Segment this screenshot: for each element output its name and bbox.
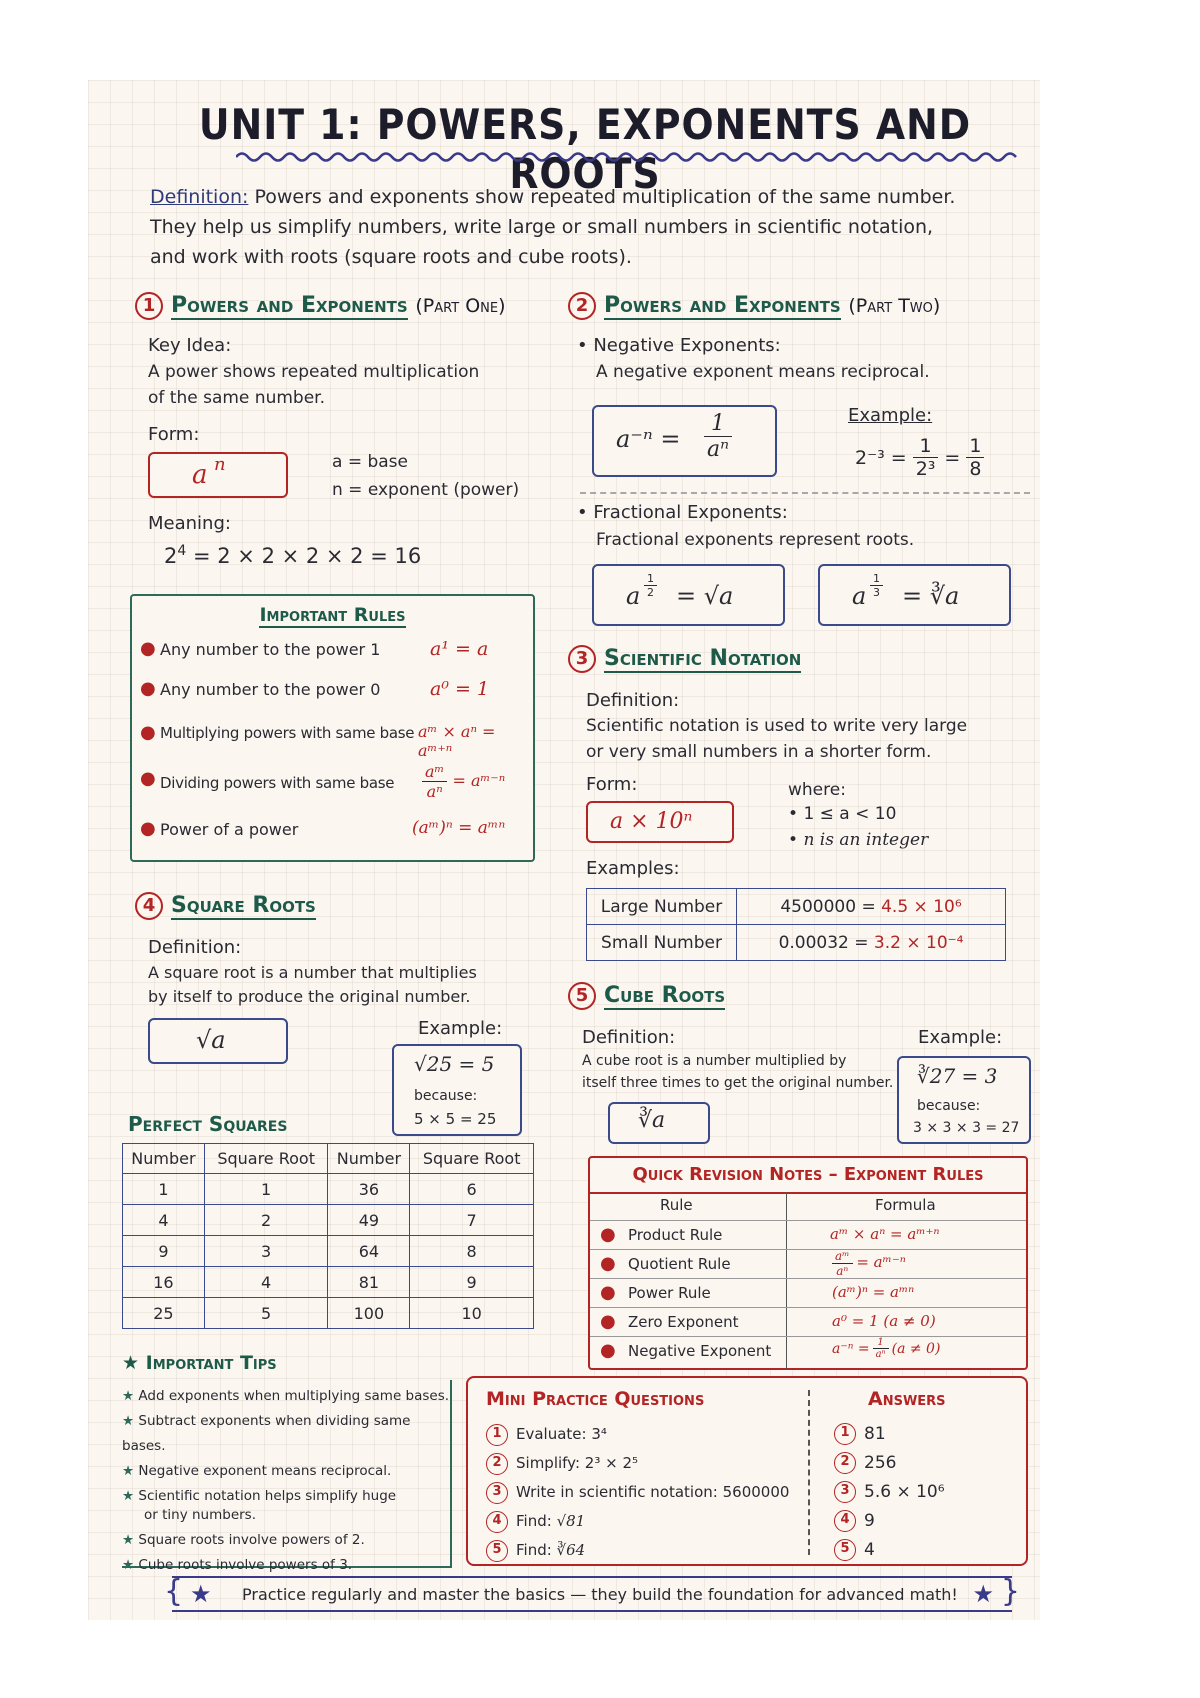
form-label: Form:: [148, 424, 200, 445]
sqrt-form-box: √a: [148, 1018, 288, 1064]
tip-item: ★ Cube roots involve powers of 3.: [122, 1557, 353, 1573]
star-icon: ★: [122, 1413, 135, 1429]
practice-box: [466, 1376, 1028, 1566]
sqrt-definition-label: Definition:: [148, 937, 242, 958]
section2-number: 2: [568, 292, 596, 320]
cbrt-example-box: ∛27 = 3 because: 3 × 3 × 3 = 27: [897, 1056, 1031, 1144]
meaning-label: Meaning:: [148, 513, 231, 534]
meaning-exponent: 4: [177, 543, 187, 559]
section3-heading: [568, 645, 801, 673]
section2-divider: [580, 492, 1030, 494]
tip-item: ★ Square roots involve powers of 2.: [122, 1532, 365, 1548]
section4-heading: [135, 892, 316, 920]
power-form-base: a: [192, 460, 208, 490]
definition-line2: They help us simplify numbers, write large or small numbers in scientific notation,: [150, 216, 934, 238]
table-header-row: [123, 1144, 534, 1174]
sci-definition-line2: or very small numbers in a shorter form.: [586, 742, 932, 762]
fractional-exponents-desc: Fractional exponents represent roots.: [596, 530, 915, 550]
sqrt-definition-line2: by itself to produce the original number.: [148, 987, 471, 1006]
section1-title: Powers and Exponents: [171, 293, 408, 318]
section1-heading: [135, 292, 506, 320]
cbrt-form-box: ∛a: [608, 1102, 710, 1144]
practice-divider: [808, 1390, 810, 1555]
sci-form-label: Form:: [586, 774, 638, 795]
revision-rows: [590, 1220, 1026, 1366]
definition-line3: and work with roots (square roots and cube roots).: [150, 246, 632, 268]
star-icon: ★: [122, 1463, 135, 1479]
star-icon: ★: [122, 1488, 135, 1504]
rule-text: Any number to the power 1: [160, 640, 381, 659]
tip-item: ★ Subtract exponents when dividing same bases.: [122, 1413, 411, 1454]
table-cell: 4500000 = 4.5 × 10⁶: [737, 889, 1006, 925]
section3-title: Scientific Notation: [604, 646, 802, 671]
bullet-icon: ●: [140, 768, 156, 789]
star-icon: ★: [122, 1352, 140, 1374]
definition-line1: Powers and exponents show repeated multiplication of the same number.: [254, 186, 956, 208]
section4-number: 4: [135, 892, 163, 920]
answer-item: 2 256: [834, 1449, 945, 1478]
section5-heading: [568, 982, 725, 1010]
where-condition1: • 1 ≤ a < 10: [788, 804, 897, 824]
rule-item: [140, 762, 525, 818]
sci-definition-label: Definition:: [586, 690, 680, 711]
negative-exponent-form: a⁻ⁿ = $\frac{1}{\text{aⁿ}}$: [592, 405, 777, 477]
section2-heading: [568, 292, 940, 320]
negative-exponents-label: • Negative Exponents:: [577, 335, 781, 356]
perfect-squares-table: [122, 1143, 534, 1329]
rule-formula: aᵐ × aⁿ = aᵐ⁺ⁿ: [418, 722, 496, 760]
power-form-exponent: n: [214, 454, 226, 475]
column-header-formula: Formula: [875, 1196, 936, 1214]
column-header-rule: Rule: [660, 1196, 693, 1214]
table-row: [587, 925, 1006, 961]
question-item: 2 Simplify: 2³ × 2⁵: [486, 1449, 789, 1478]
table-row: 1 1 36 6: [123, 1174, 534, 1205]
star-icon: ★: [122, 1557, 135, 1573]
meaning-rest: = 2 × 2 × 2 × 2 = 16: [192, 544, 422, 568]
negative-example-label: Example:: [848, 405, 933, 426]
sci-form-box: a × 10ⁿ: [586, 801, 734, 843]
table-row: 4 2 49 7: [123, 1205, 534, 1236]
answer-item: 5 4: [834, 1536, 945, 1565]
base-definition: a = base: [332, 452, 408, 472]
question-item: 1 Evaluate: 3⁴: [486, 1420, 789, 1449]
table-row: 16 4 81 9: [123, 1267, 534, 1298]
column-header: Square Root: [410, 1144, 534, 1174]
table-cell: Large Number: [587, 889, 737, 925]
practice-title: Mini Practice Questions: [486, 1388, 705, 1410]
where-label: where:: [788, 780, 846, 800]
column-header: Square Root: [204, 1144, 328, 1174]
exponent-definition: n = exponent (power): [332, 480, 520, 500]
rule-formula: $\frac{\text{aᵐ}}{\text{aⁿ}}$ = aᵐ⁻ⁿ: [422, 762, 505, 801]
cbrt-definition-line2: itself three times to get the original number.: [582, 1075, 894, 1091]
definition-block: [150, 182, 1020, 272]
rule-text: Multiplying powers with same base: [160, 724, 415, 742]
sci-examples-label: Examples:: [586, 858, 680, 879]
sci-definition-line1: Scientific notation is used to write very large: [586, 716, 968, 736]
table-cell: 0.00032 = 3.2 × 10⁻⁴: [737, 925, 1006, 961]
definition-label: Definition:: [150, 186, 249, 208]
bullet-icon: ●: [140, 722, 156, 743]
bullet-icon: ●: [140, 818, 156, 839]
important-tips-title: Important Tips: [145, 1352, 277, 1374]
rule-text: Dividing powers with same base: [160, 774, 395, 792]
question-item: 5 Find: ∛64: [486, 1536, 789, 1565]
title-underline: [236, 150, 1026, 164]
section5-number: 5: [568, 982, 596, 1010]
cbrt-definition-label: Definition:: [582, 1027, 676, 1048]
where-condition2: • n is an integer: [788, 830, 929, 850]
table-cell: Small Number: [587, 925, 737, 961]
square-root-exponent-form: a $\frac{1}{2}$ = √a: [592, 564, 785, 626]
section4-title: Square Roots: [171, 893, 316, 918]
table-row: 9 3 64 8: [123, 1236, 534, 1267]
brace-right-icon: }: [1000, 1574, 1020, 1609]
important-tips-heading: [122, 1352, 277, 1374]
section1-part: (Part One): [415, 295, 506, 317]
rule-text: Any number to the power 0: [160, 680, 381, 699]
tip-item: ★ Negative exponent means reciprocal.: [122, 1463, 392, 1479]
section2-title: Powers and Exponents: [604, 293, 841, 318]
meaning-expression: [164, 543, 421, 568]
answers-list: [834, 1420, 945, 1565]
question-item: 4 Find: √81: [486, 1507, 789, 1536]
negative-exponents-desc: A negative exponent means reciprocal.: [596, 362, 930, 382]
rule-item: [140, 638, 525, 678]
cube-root-exponent-form: a $\frac{1}{3}$ = ∛a: [818, 564, 1011, 626]
practice-questions: [486, 1420, 789, 1565]
sci-examples-table: [586, 888, 1006, 961]
answer-item: 3 5.6 × 10⁶: [834, 1478, 945, 1507]
tip-item: ★ Add exponents when multiplying same bases.: [122, 1388, 450, 1404]
answer-item: 1 81: [834, 1420, 945, 1449]
important-rules-title: Important Rules: [259, 604, 406, 626]
key-idea-line2: of the same number.: [148, 388, 325, 408]
quick-revision-box: [588, 1156, 1028, 1370]
section3-number: 3: [568, 645, 596, 673]
star-icon: ★: [122, 1388, 135, 1404]
power-form-box: [148, 452, 288, 498]
revision-row: ● Negative Exponent a⁻ⁿ = $\frac{1}{\text{aⁿ}}$ (a ≠ 0): [590, 1336, 1026, 1366]
star-icon: ★: [972, 1580, 994, 1608]
rule-formula: (aᵐ)ⁿ = aᵐⁿ: [412, 818, 506, 838]
rule-item: [140, 678, 525, 722]
section5-title: Cube Roots: [604, 983, 726, 1008]
negative-example: 2⁻³ = $\frac{1}{\text{2³}}$ = $\frac{1}{8}$: [855, 435, 984, 480]
rule-formula: a¹ = a: [430, 638, 489, 660]
bullet-icon: ●: [140, 678, 156, 699]
rule-item: [140, 818, 525, 858]
meaning-base: 2: [164, 544, 178, 568]
star-icon: ★: [190, 1580, 212, 1608]
tips-list: [122, 1380, 452, 1573]
sqrt-example-box: √25 = 5 because: 5 × 5 = 25: [392, 1044, 522, 1136]
section2-part: (Part Two): [848, 295, 941, 317]
rules-list: [140, 638, 525, 858]
tip-item-continued: or tiny numbers.: [144, 1507, 256, 1523]
table-row: [587, 889, 1006, 925]
column-header: Number: [123, 1144, 205, 1174]
footer-text: Practice regularly and master the basics — they build the foundation for advanced math!: [242, 1585, 958, 1604]
sqrt-example-label: Example:: [418, 1018, 503, 1039]
footer-banner: [164, 1574, 1020, 1612]
key-idea-label: Key Idea:: [148, 335, 232, 356]
tip-item: ★ Scientific notation helps simplify huge: [122, 1488, 397, 1504]
rule-text: Power of a power: [160, 820, 299, 839]
section1-number: 1: [135, 292, 163, 320]
page-title: UNIT 1: POWERS, EXPONENTS AND ROOTS: [198, 100, 972, 198]
revision-row: ● Power Rule (aᵐ)ⁿ = aᵐⁿ: [590, 1278, 1026, 1307]
star-icon: ★: [122, 1532, 135, 1548]
answer-item: 4 9: [834, 1507, 945, 1536]
cbrt-definition-line1: A cube root is a number multiplied by: [582, 1053, 847, 1069]
brace-left-icon: {: [164, 1574, 184, 1609]
fractional-exponents-label: • Fractional Exponents:: [577, 502, 788, 523]
column-header: Number: [328, 1144, 410, 1174]
revision-row: ● Product Rule aᵐ × aⁿ = aᵐ⁺ⁿ: [590, 1220, 1026, 1249]
sqrt-definition-line1: A square root is a number that multiplies: [148, 963, 477, 982]
question-item: 3 Write in scientific notation: 5600000: [486, 1478, 789, 1507]
table-row: 25 5 100 10: [123, 1298, 534, 1329]
key-idea-line1: A power shows repeated multiplication: [148, 362, 480, 382]
important-rules-box: [130, 594, 535, 862]
revision-row: ● Quotient Rule $\frac{\text{aᵐ}}{\text{aⁿ}}$ = aᵐ⁻ⁿ: [590, 1249, 1026, 1278]
perfect-squares-title: Perfect Squares: [128, 1112, 288, 1136]
answers-title: Answers: [868, 1388, 946, 1410]
bullet-icon: ●: [140, 638, 156, 659]
revision-row: ● Zero Exponent a⁰ = 1 (a ≠ 0): [590, 1307, 1026, 1336]
page-margin: [1040, 80, 1112, 1620]
cbrt-example-label: Example:: [918, 1027, 1003, 1048]
quick-revision-title: Quick Revision Notes – Exponent Rules: [632, 1164, 984, 1185]
rule-formula: a⁰ = 1: [430, 678, 490, 700]
